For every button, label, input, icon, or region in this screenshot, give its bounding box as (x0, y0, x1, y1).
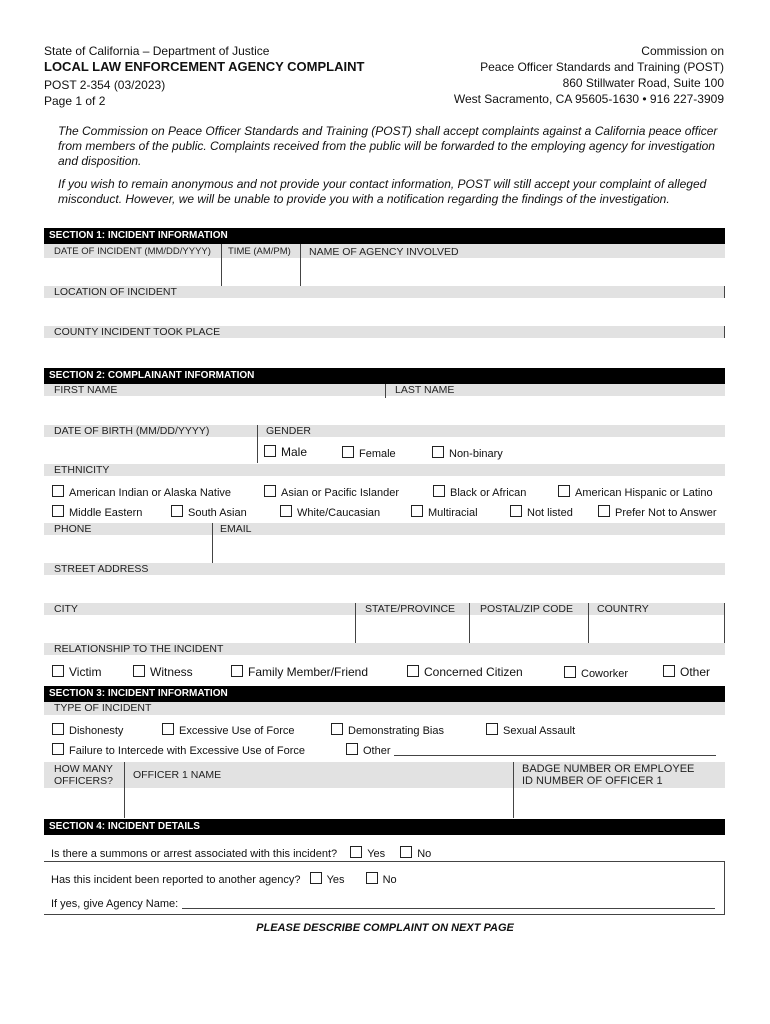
checkbox-icon (486, 723, 498, 735)
badge-number-label (522, 763, 694, 787)
relationship-coworker-checkbox[interactable] (564, 666, 628, 681)
type-sexual-assault-checkbox[interactable] (486, 723, 575, 738)
ethnicity-american-indian-checkbox[interactable] (52, 485, 231, 500)
option-label: No (417, 848, 432, 860)
email-field[interactable] (213, 535, 725, 562)
first-name-label: FIRST NAME (54, 384, 118, 396)
gender-label: GENDER (266, 425, 311, 437)
ethnicity-south-asian-checkbox[interactable] (171, 505, 247, 520)
checkbox-icon (510, 505, 522, 517)
county-label: COUNTY INCIDENT TOOK PLACE (54, 326, 221, 338)
agency-name: State of California – Department of Justice (44, 44, 270, 58)
checkbox-icon (162, 723, 174, 735)
other-type-field[interactable] (394, 755, 716, 756)
last-name-field[interactable] (386, 397, 725, 424)
officer-name-field[interactable] (125, 789, 512, 817)
checkbox-icon (52, 505, 64, 517)
header-right (454, 43, 724, 107)
divider (44, 914, 725, 915)
address-line1: 860 Stillwater Road, Suite 100 (562, 76, 724, 90)
option-label: Family Member/Friend (248, 665, 369, 679)
relationship-victim-checkbox[interactable] (52, 665, 101, 679)
gender-nonbinary-checkbox[interactable] (432, 446, 503, 461)
country-field[interactable] (589, 615, 724, 642)
option-label: Asian or Pacific Islander (281, 487, 399, 499)
divider (385, 384, 386, 398)
agency-involved-field[interactable] (301, 258, 725, 285)
option-label: Other (363, 745, 391, 757)
divider (724, 286, 725, 298)
time-label: TIME (AM/PM) (228, 246, 291, 257)
option-label: Witness (150, 665, 193, 679)
checkbox-icon (433, 485, 445, 497)
option-label: Sexual Assault (503, 725, 576, 737)
ethnicity-label: ETHNICITY (54, 464, 110, 476)
divider (724, 326, 725, 338)
ethnicity-prefer-not-checkbox[interactable] (598, 505, 717, 520)
officer-name-label: OFFICER 1 NAME (133, 769, 222, 781)
type-of-incident-label: TYPE OF INCIDENT (54, 702, 152, 714)
checkbox-icon (52, 485, 64, 497)
county-label-bar (44, 326, 725, 338)
option-label: Other (680, 665, 711, 679)
summons-question (51, 846, 431, 861)
option-label: Victim (69, 665, 102, 679)
checkbox-icon (432, 446, 444, 458)
form-title: LOCAL LAW ENFORCEMENT AGENCY COMPLAINT (44, 59, 365, 74)
badge-line2: ID NUMBER OF OFFICER 1 (522, 775, 663, 787)
option-label: Multiracial (428, 507, 478, 519)
section2-header: SECTION 2: COMPLAINANT INFORMATION (44, 368, 725, 384)
option-label: Coworker (581, 668, 629, 680)
option-label: American Hispanic or Latino (575, 487, 713, 499)
city-label: CITY (54, 603, 78, 615)
option-label: Non-binary (449, 448, 503, 460)
checkbox-icon (350, 846, 362, 858)
reported-yes-checkbox[interactable] (310, 874, 345, 886)
checkbox-icon (400, 846, 412, 858)
how-many-line1: HOW MANY (54, 763, 113, 775)
option-label: Dishonesty (69, 725, 124, 737)
relationship-family-checkbox[interactable] (231, 665, 368, 679)
reported-question-text: Has this incident been reported to another agency? (51, 874, 301, 886)
street-field[interactable] (44, 575, 725, 602)
ethnicity-asian-pacific-checkbox[interactable] (264, 485, 399, 500)
checkbox-icon (264, 485, 276, 497)
checkbox-icon (331, 723, 343, 735)
ethnicity-black-checkbox[interactable] (433, 485, 526, 500)
divider (257, 425, 258, 463)
checkbox-icon (52, 665, 64, 677)
option-label: Yes (326, 874, 345, 886)
checkbox-icon (366, 872, 378, 884)
option-label: White/Caucasian (297, 507, 381, 519)
summons-question-text: Is there a summons or arrest associated with this incident? (51, 848, 338, 860)
checkbox-icon (264, 445, 276, 457)
agency-name-field[interactable] (182, 908, 715, 909)
badge-number-field[interactable] (514, 789, 725, 817)
relationship-label-bar (44, 643, 725, 655)
state-label: STATE/PROVINCE (365, 603, 456, 615)
phone-field[interactable] (44, 535, 211, 562)
dob-field[interactable] (44, 437, 256, 463)
relationship-citizen-checkbox[interactable] (407, 665, 523, 679)
relationship-other-checkbox[interactable] (663, 665, 710, 679)
checkbox-icon (171, 505, 183, 517)
ethnicity-not-listed-checkbox[interactable] (510, 505, 573, 520)
county-field[interactable] (44, 338, 725, 365)
agency-involved-label: NAME OF AGENCY INVOLVED (309, 246, 459, 258)
agency-name-row (51, 898, 715, 911)
option-label: Yes (367, 848, 386, 860)
date-of-incident-label: DATE OF INCIDENT (MM/DD/YYYY) (54, 246, 211, 257)
how-many-officers-label (54, 763, 113, 787)
section3-header: SECTION 3: INCIDENT INFORMATION (44, 686, 725, 702)
option-label: Black or African (450, 487, 527, 499)
zip-field[interactable] (470, 615, 587, 642)
checkbox-icon (598, 505, 610, 517)
gender-female-checkbox[interactable] (342, 446, 396, 461)
time-field[interactable] (222, 258, 299, 285)
summons-no-checkbox[interactable] (400, 848, 431, 860)
checkbox-icon (280, 505, 292, 517)
option-label: Male (281, 445, 308, 459)
checkbox-icon (564, 666, 576, 678)
checkbox-icon (407, 665, 419, 677)
location-field[interactable] (44, 298, 725, 325)
option-label: Concerned Citizen (424, 665, 523, 679)
ethnicity-middle-eastern-checkbox[interactable] (52, 505, 142, 520)
type-dishonesty-checkbox[interactable] (52, 723, 123, 738)
dob-label: DATE OF BIRTH (MM/DD/YYYY) (54, 425, 210, 437)
ethnicity-multiracial-checkbox[interactable] (411, 505, 478, 520)
location-label-bar (44, 286, 725, 298)
type-bias-checkbox[interactable] (331, 723, 444, 738)
state-field[interactable] (356, 615, 468, 642)
city-field[interactable] (44, 615, 354, 642)
relationship-label: RELATIONSHIP TO THE INCIDENT (54, 643, 224, 655)
zip-label: POSTAL/ZIP CODE (480, 603, 573, 615)
form-number: POST 2-354 (03/2023) (44, 78, 166, 92)
page-number: Page 1 of 2 (44, 94, 106, 108)
reported-question (51, 872, 397, 887)
commission-line1: Commission on (641, 44, 724, 58)
option-label: Prefer Not to Answer (615, 507, 717, 519)
footer-note: PLEASE DESCRIBE COMPLAINT ON NEXT PAGE (256, 922, 514, 934)
date-of-incident-field[interactable] (44, 258, 220, 285)
intro-paragraph-1: The Commission on Peace Officer Standards and Training (POST) shall accept complaints against a California peace officer from members of the public. Complaints received from the public will be forwarded to the employing agency for investigation and disposition. (58, 124, 718, 168)
address-line2: West Sacramento, CA 95605-1630 • 916 227-3909 (453, 92, 724, 106)
checkbox-icon (231, 665, 243, 677)
first-name-field[interactable] (44, 397, 384, 424)
option-label: Excessive Use of Force (179, 725, 295, 737)
email-label: EMAIL (220, 523, 252, 535)
last-name-label: LAST NAME (395, 384, 455, 396)
badge-line1: BADGE NUMBER OR EMPLOYEE (522, 763, 695, 775)
country-label: COUNTRY (597, 603, 649, 615)
checkbox-icon (52, 723, 64, 735)
type-failure-intercede-checkbox[interactable] (52, 743, 305, 758)
checkbox-icon (663, 665, 675, 677)
option-label: Not listed (527, 507, 573, 519)
how-many-officers-field[interactable] (44, 789, 123, 817)
commission-line2: Peace Officer Standards and Training (POST) (480, 60, 724, 74)
option-label: Female (359, 448, 396, 460)
divider (724, 861, 725, 915)
section4-header: SECTION 4: INCIDENT DETAILS (44, 819, 725, 835)
phone-label: PHONE (54, 523, 92, 535)
relationship-witness-checkbox[interactable] (133, 665, 193, 679)
option-label: Middle Eastern (69, 507, 143, 519)
agency-name-label: If yes, give Agency Name: (51, 898, 179, 910)
option-label: Failure to Intercede with Excessive Use of Force (69, 745, 305, 757)
checkbox-icon (558, 485, 570, 497)
checkbox-icon (342, 446, 354, 458)
divider (44, 861, 725, 862)
location-label: LOCATION OF INCIDENT (54, 286, 177, 298)
how-many-line2: OFFICERS? (54, 775, 113, 787)
phone-email-label-bar (44, 523, 725, 535)
checkbox-icon (52, 743, 64, 755)
checkbox-icon (310, 872, 322, 884)
option-label: No (382, 874, 397, 886)
header-left (44, 43, 364, 109)
checkbox-icon (411, 505, 423, 517)
option-label: South Asian (188, 507, 247, 519)
intro-paragraph-2: If you wish to remain anonymous and not provide your contact information, POST will still accept your complaint of alleged misconduct. However, we will be unable to provide you with a notification regarding the findings of the investigation. (58, 177, 707, 206)
checkbox-icon (133, 665, 145, 677)
ethnicity-white-checkbox[interactable] (280, 505, 380, 520)
section1-header: SECTION 1: INCIDENT INFORMATION (44, 228, 725, 244)
type-excessive-force-checkbox[interactable] (162, 723, 295, 738)
street-label-bar (44, 563, 725, 575)
ethnicity-hispanic-checkbox[interactable] (558, 485, 713, 500)
gender-male-checkbox[interactable] (264, 445, 307, 459)
divider (724, 603, 725, 643)
option-label: American Indian or Alaska Native (69, 487, 232, 499)
option-label: Demonstrating Bias (348, 725, 444, 737)
summons-yes-checkbox[interactable] (350, 848, 385, 860)
checkbox-icon (346, 743, 358, 755)
type-other-checkbox[interactable] (346, 743, 716, 758)
ethnicity-label-bar (44, 464, 725, 476)
reported-no-checkbox[interactable] (366, 874, 397, 886)
street-label: STREET ADDRESS (54, 563, 149, 575)
type-label-bar (44, 702, 725, 715)
